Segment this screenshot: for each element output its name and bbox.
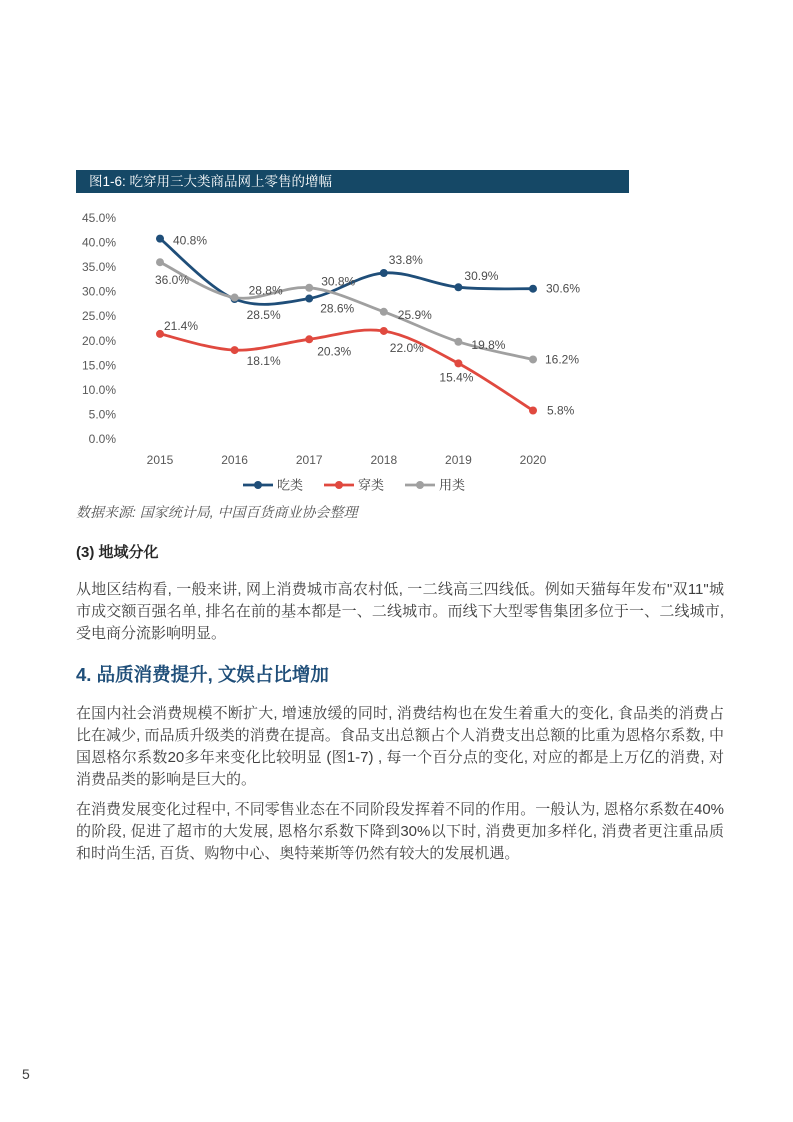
data-point: [454, 359, 462, 367]
y-axis-tick: 25.0%: [81, 309, 116, 324]
data-label: 28.6%: [320, 301, 355, 316]
legend-label: 穿类: [358, 477, 385, 493]
data-label: 15.4%: [439, 370, 474, 385]
data-point: [380, 308, 388, 316]
data-label: 28.8%: [248, 283, 283, 298]
section-4-paragraph-2: 在消费发展变化过程中, 不同零售业态在不同阶段发挥着不同的作用。一般认为, 恩格尔系数在40%的阶段, 促进了超市的大发展, 恩格尔系数下降到30%以下时, 消费更加多样化, 消费者更注重品质和时尚生活, 百货、购物中心、奥特莱斯等仍然有较大的发展机遇。: [76, 801, 724, 862]
data-point: [305, 284, 313, 292]
data-point: [380, 327, 388, 335]
legend-marker: [335, 481, 343, 489]
section-4-paragraph-1: 在国内社会消费规模不断扩大, 增速放缓的同时, 消费结构也在发生着重大的变化, 食品类的消费占比在减少, 而品质升级类的消费在提高。食品支出总额占个人消费支出总额的比重为恩格尔系数, 中国恩格尔系数20多年来变化比较明显 (图1-7) , 每一个百分点的变化, 对应的都是上万亿的消费, 对消费品类的影响是巨大的。: [76, 705, 724, 788]
x-axis-tick: 2020: [519, 453, 547, 467]
data-point: [156, 235, 164, 243]
data-point: [529, 355, 537, 363]
data-point: [156, 330, 164, 338]
data-source-note: 数据来源: 国家统计局, 中国百货商业协会整理: [76, 504, 358, 520]
figure-title-bar: [76, 170, 629, 193]
data-point: [156, 258, 164, 266]
data-point: [529, 285, 537, 293]
x-axis-tick: 2017: [295, 453, 323, 467]
y-axis-tick: 0.0%: [88, 432, 116, 446]
data-label: 36.0%: [155, 273, 190, 288]
line-chart: [72, 196, 692, 496]
x-axis-tick: 2018: [370, 453, 398, 467]
y-axis-tick: 35.0%: [81, 260, 116, 275]
x-axis-tick: 2015: [146, 453, 174, 467]
data-label: 20.3%: [317, 344, 352, 359]
y-axis-tick: 15.0%: [81, 358, 116, 373]
data-label: 33.8%: [388, 253, 423, 268]
data-label: 40.8%: [173, 233, 208, 248]
data-point: [529, 407, 537, 415]
section-3-paragraph: 从地区结构看, 一般来讲, 网上消费城市高农村低, 一二线高三四线低。例如天猫每年发布"双11"城市成交额百强名单, 排名在前的基本都是一、二线城市。而线下大型零售集团多位于一、二线城市, 受电商分流影响明显。: [76, 581, 724, 642]
data-label: 22.0%: [389, 340, 424, 355]
legend-marker: [416, 481, 424, 489]
y-axis-tick: 10.0%: [81, 382, 116, 397]
data-label: 18.1%: [246, 354, 281, 369]
data-point: [305, 335, 313, 343]
page-number: 5: [22, 1066, 30, 1082]
y-axis-tick: 45.0%: [81, 211, 116, 225]
x-axis-tick: 2019: [445, 453, 472, 467]
data-label: 30.8%: [321, 274, 356, 289]
y-axis-tick: 5.0%: [88, 407, 116, 422]
data-label: 30.9%: [464, 269, 499, 284]
data-label: 30.6%: [546, 281, 581, 296]
data-point: [454, 338, 462, 346]
y-axis-tick: 40.0%: [81, 235, 116, 250]
legend-label: 用类: [439, 477, 466, 493]
figure-title: 图1-6: 吃穿用三大类商品网上零售的增幅: [89, 174, 333, 189]
data-label: 19.8%: [471, 337, 506, 352]
legend-marker: [254, 481, 262, 489]
legend-label: 吃类: [277, 477, 304, 493]
data-point: [231, 346, 239, 354]
x-axis-tick: 2016: [221, 453, 248, 467]
data-label: 28.5%: [246, 308, 281, 323]
data-label: 21.4%: [164, 318, 199, 333]
data-label: 16.2%: [545, 352, 580, 367]
data-label: 25.9%: [397, 307, 432, 322]
y-axis-tick: 30.0%: [81, 284, 116, 299]
section-3-heading: (3) 地域分化: [76, 544, 159, 561]
data-point: [305, 295, 313, 303]
line-chart-svg: [72, 196, 692, 496]
data-point: [380, 269, 388, 277]
data-point: [231, 294, 239, 302]
y-axis-tick: 20.0%: [81, 333, 116, 348]
data-point: [454, 283, 462, 291]
data-label: 5.8%: [547, 403, 575, 418]
section-4-heading: 4. 品质消费提升, 文娱占比增加: [76, 664, 329, 685]
